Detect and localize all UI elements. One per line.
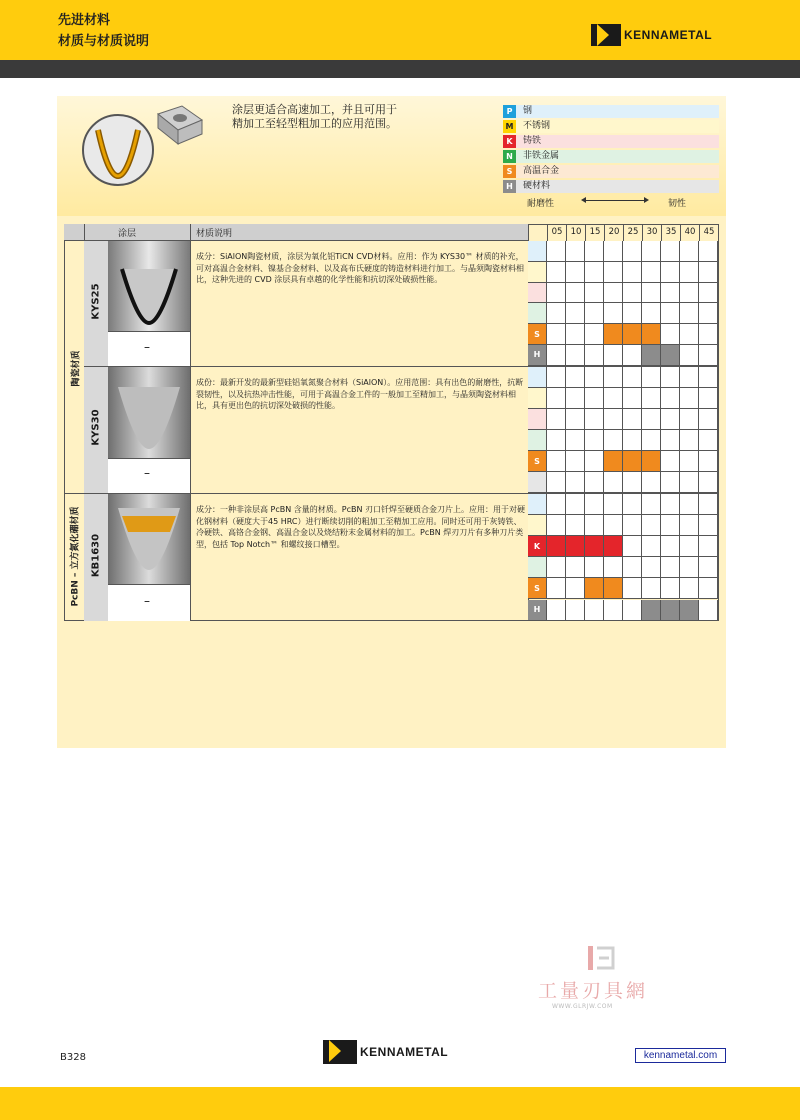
grid-cell bbox=[547, 303, 566, 324]
grid-row-code-n bbox=[528, 430, 547, 451]
scale-number: 15 bbox=[585, 224, 604, 241]
kys25-edge-image bbox=[108, 241, 190, 331]
kb1630-coating: – bbox=[144, 594, 150, 608]
grid-cell bbox=[642, 303, 661, 324]
grid-cell bbox=[547, 241, 566, 262]
grid-cell bbox=[642, 241, 661, 262]
grid-cell bbox=[642, 451, 661, 472]
legend-label: 不锈钢 bbox=[516, 120, 719, 133]
grid-cell bbox=[604, 578, 623, 599]
grid-cell bbox=[604, 262, 623, 283]
legend-code: S bbox=[503, 165, 516, 178]
grid-cell bbox=[680, 409, 699, 430]
legend-item-s bbox=[503, 164, 719, 178]
grid-cell bbox=[699, 241, 718, 262]
legend-label: 钢 bbox=[516, 105, 719, 118]
grid-cell bbox=[547, 557, 566, 578]
header-description: 材质说明 bbox=[196, 229, 233, 239]
grid-cell bbox=[680, 494, 699, 515]
grid-cell bbox=[585, 494, 604, 515]
grid-cell bbox=[623, 600, 642, 621]
category-ceramic: 陶瓷材质 bbox=[71, 350, 82, 387]
grid-cell bbox=[680, 283, 699, 304]
grid-row-code-s: S bbox=[528, 578, 547, 599]
grid-cell bbox=[623, 536, 642, 557]
grid-cell bbox=[566, 388, 585, 409]
grid-cell bbox=[604, 557, 623, 578]
grid-cell bbox=[604, 536, 623, 557]
grid-cell bbox=[699, 451, 718, 472]
grid-cell bbox=[547, 600, 566, 621]
grid-row-code-p bbox=[528, 241, 547, 262]
watermark-logo-icon bbox=[586, 944, 616, 972]
grid-cell bbox=[642, 430, 661, 451]
section-title: 先进材料 bbox=[58, 13, 111, 28]
grid-cell bbox=[699, 303, 718, 324]
grid-cell bbox=[661, 241, 680, 262]
grid-cell bbox=[680, 600, 699, 621]
grid-cell bbox=[680, 515, 699, 536]
grid-row-code-k: K bbox=[528, 536, 547, 557]
grid-cell bbox=[547, 430, 566, 451]
grid-cell bbox=[566, 557, 585, 578]
grid-cell bbox=[642, 283, 661, 304]
legend-code: N bbox=[503, 150, 516, 163]
grid-cell bbox=[547, 515, 566, 536]
grid-cell bbox=[566, 283, 585, 304]
grid-cell bbox=[604, 515, 623, 536]
website-link[interactable]: kennametal.com bbox=[635, 1048, 726, 1063]
toughness-scale-row bbox=[528, 224, 718, 241]
kb1630-edge-image bbox=[108, 494, 190, 584]
scale-number: 10 bbox=[566, 224, 585, 241]
grid-cell bbox=[699, 494, 718, 515]
grid-cell bbox=[585, 283, 604, 304]
grid-cell bbox=[566, 262, 585, 283]
legend-label: 非铁金属 bbox=[516, 150, 719, 163]
grid-cell bbox=[547, 262, 566, 283]
grid-cell bbox=[661, 367, 680, 388]
grid-cell bbox=[604, 388, 623, 409]
legend-item-p bbox=[503, 104, 719, 118]
grid-cell bbox=[661, 262, 680, 283]
grid-cell bbox=[642, 578, 661, 599]
scale-number: 35 bbox=[661, 224, 680, 241]
grid-cell bbox=[661, 515, 680, 536]
grid-cell bbox=[642, 262, 661, 283]
grid-cell bbox=[585, 388, 604, 409]
grid-row-code-p bbox=[528, 494, 547, 515]
grid-cell bbox=[604, 451, 623, 472]
grid-cell bbox=[699, 345, 718, 366]
grid-cell bbox=[547, 451, 566, 472]
kys25-description: 成分：SiAlON陶瓷材质，涂层为氧化铝TiCN CVD材料。应用：作为 KYS30™ 材质的补充，可对高温合金材料、镍基合金材料、以及高布氏硬度的铸造材料进行加工。与晶须陶瓷材料相比，这种先进的 CVD 涂层具有卓越的化学性能和抗切深处破损性能。 bbox=[196, 252, 524, 284]
grid-cell bbox=[585, 451, 604, 472]
grid-cell bbox=[623, 472, 642, 493]
intro-text: 涂层更适合高速加工，并且可用于精加工至轻型粗加工的应用范围。 bbox=[232, 103, 397, 130]
grid-row-code-k bbox=[528, 409, 547, 430]
grid-cell bbox=[642, 472, 661, 493]
grid-cell bbox=[642, 557, 661, 578]
grid-cell bbox=[604, 283, 623, 304]
grid-cell bbox=[623, 241, 642, 262]
grid-cell bbox=[566, 472, 585, 493]
grid-cell bbox=[642, 367, 661, 388]
scale-arrow-icon bbox=[585, 200, 645, 201]
grid-row-code-n bbox=[528, 303, 547, 324]
grid-cell bbox=[566, 600, 585, 621]
kennametal-logo bbox=[591, 24, 712, 46]
kb1630-description: 成分：一种非涂层高 PcBN 含量的材质。PcBN 刃口钎焊至硬质合金刀片上。应用：用于对硬化钢材料（硬度大于45 HRC）进行断续切削的粗加工至精加工应用。同时还可用于灰铸铁、冷硬铁、高铬合金钢、高温合金以及烧结粉末金属材料的加工。PcBN 焊刃刀片有多种刀片类型，包括 Top Notch™ 和螺纹接口槽型。 bbox=[196, 505, 526, 549]
watermark-url: WWW.GLRJW.COM bbox=[552, 1003, 613, 1010]
grid-cell bbox=[585, 303, 604, 324]
grid-cell bbox=[566, 367, 585, 388]
grid-cell bbox=[623, 262, 642, 283]
grid-cell bbox=[566, 451, 585, 472]
grid-cell bbox=[547, 409, 566, 430]
grid-cell bbox=[566, 515, 585, 536]
kennametal-k-icon bbox=[323, 1040, 357, 1064]
legend-label: 高温合金 bbox=[516, 165, 719, 178]
grid-cell bbox=[623, 494, 642, 515]
grid-cell bbox=[623, 430, 642, 451]
grid-cell bbox=[699, 600, 718, 621]
grid-cell bbox=[699, 536, 718, 557]
grid-cell bbox=[547, 345, 566, 366]
grid-cell bbox=[604, 345, 623, 366]
grid-cell bbox=[680, 262, 699, 283]
section-subtitle: 材质与材质说明 bbox=[58, 34, 150, 49]
insert-icon bbox=[152, 104, 204, 148]
grid-cell bbox=[661, 324, 680, 345]
divider bbox=[190, 224, 191, 621]
grid-cell bbox=[680, 451, 699, 472]
legend-label: 铸铁 bbox=[516, 135, 719, 148]
grid-cell bbox=[680, 367, 699, 388]
kennametal-logo-footer bbox=[323, 1040, 448, 1064]
grid-cell bbox=[661, 303, 680, 324]
grid-cell bbox=[642, 409, 661, 430]
grid-cell bbox=[585, 262, 604, 283]
brand-name-footer: KENNAMETAL bbox=[360, 1045, 449, 1059]
grid-cell bbox=[585, 472, 604, 493]
grid-cell bbox=[661, 409, 680, 430]
grid-cell bbox=[699, 557, 718, 578]
grid-cell bbox=[623, 345, 642, 366]
grid-cell bbox=[547, 536, 566, 557]
grid-cell bbox=[604, 472, 623, 493]
grid-cell bbox=[547, 494, 566, 515]
scale-number: 20 bbox=[604, 224, 623, 241]
grid-cell bbox=[680, 303, 699, 324]
grid-cell bbox=[566, 345, 585, 366]
grid-cell bbox=[680, 241, 699, 262]
grid-cell bbox=[680, 578, 699, 599]
grade-name-kb1630: KB1630 bbox=[90, 533, 102, 578]
grid-cell bbox=[566, 430, 585, 451]
legend-item-k bbox=[503, 134, 719, 148]
grid-row-code-h bbox=[528, 472, 547, 493]
grid-cell bbox=[604, 430, 623, 451]
grid-cell bbox=[623, 388, 642, 409]
grid-cell bbox=[585, 578, 604, 599]
grid-cell bbox=[680, 536, 699, 557]
grid-cell bbox=[547, 283, 566, 304]
grid-cell bbox=[661, 557, 680, 578]
grid-cell bbox=[661, 451, 680, 472]
footer-band bbox=[0, 1087, 800, 1120]
grid-cell bbox=[661, 430, 680, 451]
legend-item-h bbox=[503, 179, 719, 193]
grid-cell bbox=[547, 388, 566, 409]
insert-edge-icon bbox=[82, 114, 154, 186]
grid-cell bbox=[642, 600, 661, 621]
grid-cell bbox=[566, 303, 585, 324]
grid-row-code-k bbox=[528, 283, 547, 304]
scale-number: 45 bbox=[699, 224, 718, 241]
legend-code: K bbox=[503, 135, 516, 148]
grid-cell bbox=[699, 388, 718, 409]
kys30-edge-image bbox=[108, 367, 190, 458]
grid-cell bbox=[661, 536, 680, 557]
grid-cell bbox=[699, 283, 718, 304]
grid-cell bbox=[623, 367, 642, 388]
brand-name: KENNAMETAL bbox=[624, 28, 713, 42]
grid-cell bbox=[623, 451, 642, 472]
legend-item-m bbox=[503, 119, 719, 133]
grid-cell bbox=[623, 283, 642, 304]
grid-cell bbox=[699, 472, 718, 493]
grid-cell bbox=[623, 515, 642, 536]
grid-cell bbox=[585, 430, 604, 451]
grid-cell bbox=[566, 241, 585, 262]
grid-cell bbox=[661, 578, 680, 599]
grid-cell bbox=[661, 494, 680, 515]
grid-cell bbox=[699, 578, 718, 599]
grid-cell bbox=[680, 430, 699, 451]
scale-label-toughness: 韧性 bbox=[668, 199, 687, 209]
scale-number: 25 bbox=[623, 224, 642, 241]
grid-cell bbox=[661, 388, 680, 409]
legend-code: H bbox=[503, 180, 516, 193]
grid-cell bbox=[699, 324, 718, 345]
grid-cell bbox=[623, 578, 642, 599]
grid-row-code-s: S bbox=[528, 451, 547, 472]
grid-cell bbox=[547, 367, 566, 388]
grid-cell bbox=[642, 494, 661, 515]
header-coating: 涂层 bbox=[118, 229, 137, 239]
grid-cell bbox=[642, 515, 661, 536]
grid-cell bbox=[680, 345, 699, 366]
grid-cell bbox=[604, 367, 623, 388]
grid-row-code-m bbox=[528, 262, 547, 283]
scale-number: 05 bbox=[547, 224, 566, 241]
grid-cell bbox=[680, 324, 699, 345]
legend-label: 硬材料 bbox=[516, 180, 719, 193]
grid-cell bbox=[604, 241, 623, 262]
grade-name-kys25: KYS25 bbox=[90, 283, 102, 320]
kennametal-k-icon bbox=[591, 24, 621, 46]
grid-cell bbox=[642, 536, 661, 557]
grid-row-code-m bbox=[528, 515, 547, 536]
grid-cell bbox=[604, 303, 623, 324]
grid-cell bbox=[642, 388, 661, 409]
grid-cell bbox=[680, 472, 699, 493]
kys30-description: 成份：最新开发的最新型硅铝氧氮聚合材料（SiAlON）。应用范围：具有出色的耐磨性，抗断裂韧性，以及抗热冲击性能，可用于高温合金工件的一般加工至精加工，与晶须陶瓷材料相比，具有更出色的抗切深处破损的性能。 bbox=[196, 378, 524, 410]
grid-cell bbox=[661, 600, 680, 621]
grid-cell bbox=[680, 388, 699, 409]
grid-row-code-n bbox=[528, 557, 547, 578]
grid-cell bbox=[604, 409, 623, 430]
watermark-text: 工量刃具網 bbox=[538, 980, 649, 1002]
grid-cell bbox=[604, 324, 623, 345]
grid-cell bbox=[699, 409, 718, 430]
grid-cell bbox=[547, 324, 566, 345]
scale-label-wear: 耐磨性 bbox=[527, 199, 555, 209]
grid-cell bbox=[566, 536, 585, 557]
grid-cell bbox=[661, 345, 680, 366]
grid-cell bbox=[566, 494, 585, 515]
grid-cell bbox=[699, 367, 718, 388]
grid-cell bbox=[585, 409, 604, 430]
legend-code: P bbox=[503, 105, 516, 118]
legend-item-n bbox=[503, 149, 719, 163]
grid-cell bbox=[585, 600, 604, 621]
grid-cell bbox=[585, 324, 604, 345]
grid-cell bbox=[585, 367, 604, 388]
grid-row-code-h: H bbox=[528, 345, 547, 366]
grid-cell bbox=[604, 494, 623, 515]
kys30-coating: – bbox=[144, 466, 150, 480]
grid-cell bbox=[623, 303, 642, 324]
legend-code: M bbox=[503, 120, 516, 133]
grid-cell bbox=[699, 430, 718, 451]
grid-cell bbox=[661, 283, 680, 304]
grid-cell bbox=[623, 409, 642, 430]
kys25-coating: – bbox=[144, 340, 150, 354]
scale-number: 40 bbox=[680, 224, 699, 241]
grid-cell bbox=[699, 515, 718, 536]
grid-cell bbox=[642, 324, 661, 345]
grid-cell bbox=[585, 536, 604, 557]
grid-row-code-h: H bbox=[528, 600, 547, 621]
grid-cell bbox=[623, 557, 642, 578]
grid-cell bbox=[661, 472, 680, 493]
header-dark-bar bbox=[0, 60, 800, 78]
grid-cell bbox=[604, 600, 623, 621]
grid-row-code-s: S bbox=[528, 324, 547, 345]
grid-cell bbox=[585, 241, 604, 262]
grid-cell bbox=[566, 324, 585, 345]
category-pcbn: PcBN – 立方氮化硼材质 bbox=[70, 506, 81, 607]
grid-cell bbox=[680, 557, 699, 578]
grid-cell bbox=[699, 262, 718, 283]
grid-row-code-m bbox=[528, 388, 547, 409]
grid-cell bbox=[585, 557, 604, 578]
grid-cell bbox=[585, 345, 604, 366]
grid-cell bbox=[566, 409, 585, 430]
grid-cell bbox=[642, 345, 661, 366]
grade-name-kys30: KYS30 bbox=[90, 409, 102, 446]
grid-row-code-p bbox=[528, 367, 547, 388]
scale-blank bbox=[528, 224, 547, 241]
material-legend bbox=[503, 104, 719, 194]
page-number: B328 bbox=[60, 1052, 86, 1063]
grid-cell bbox=[547, 578, 566, 599]
scale-number: 30 bbox=[642, 224, 661, 241]
grid-cell bbox=[585, 515, 604, 536]
grid-cell bbox=[623, 324, 642, 345]
grid-cell bbox=[566, 578, 585, 599]
grid-cell bbox=[547, 472, 566, 493]
